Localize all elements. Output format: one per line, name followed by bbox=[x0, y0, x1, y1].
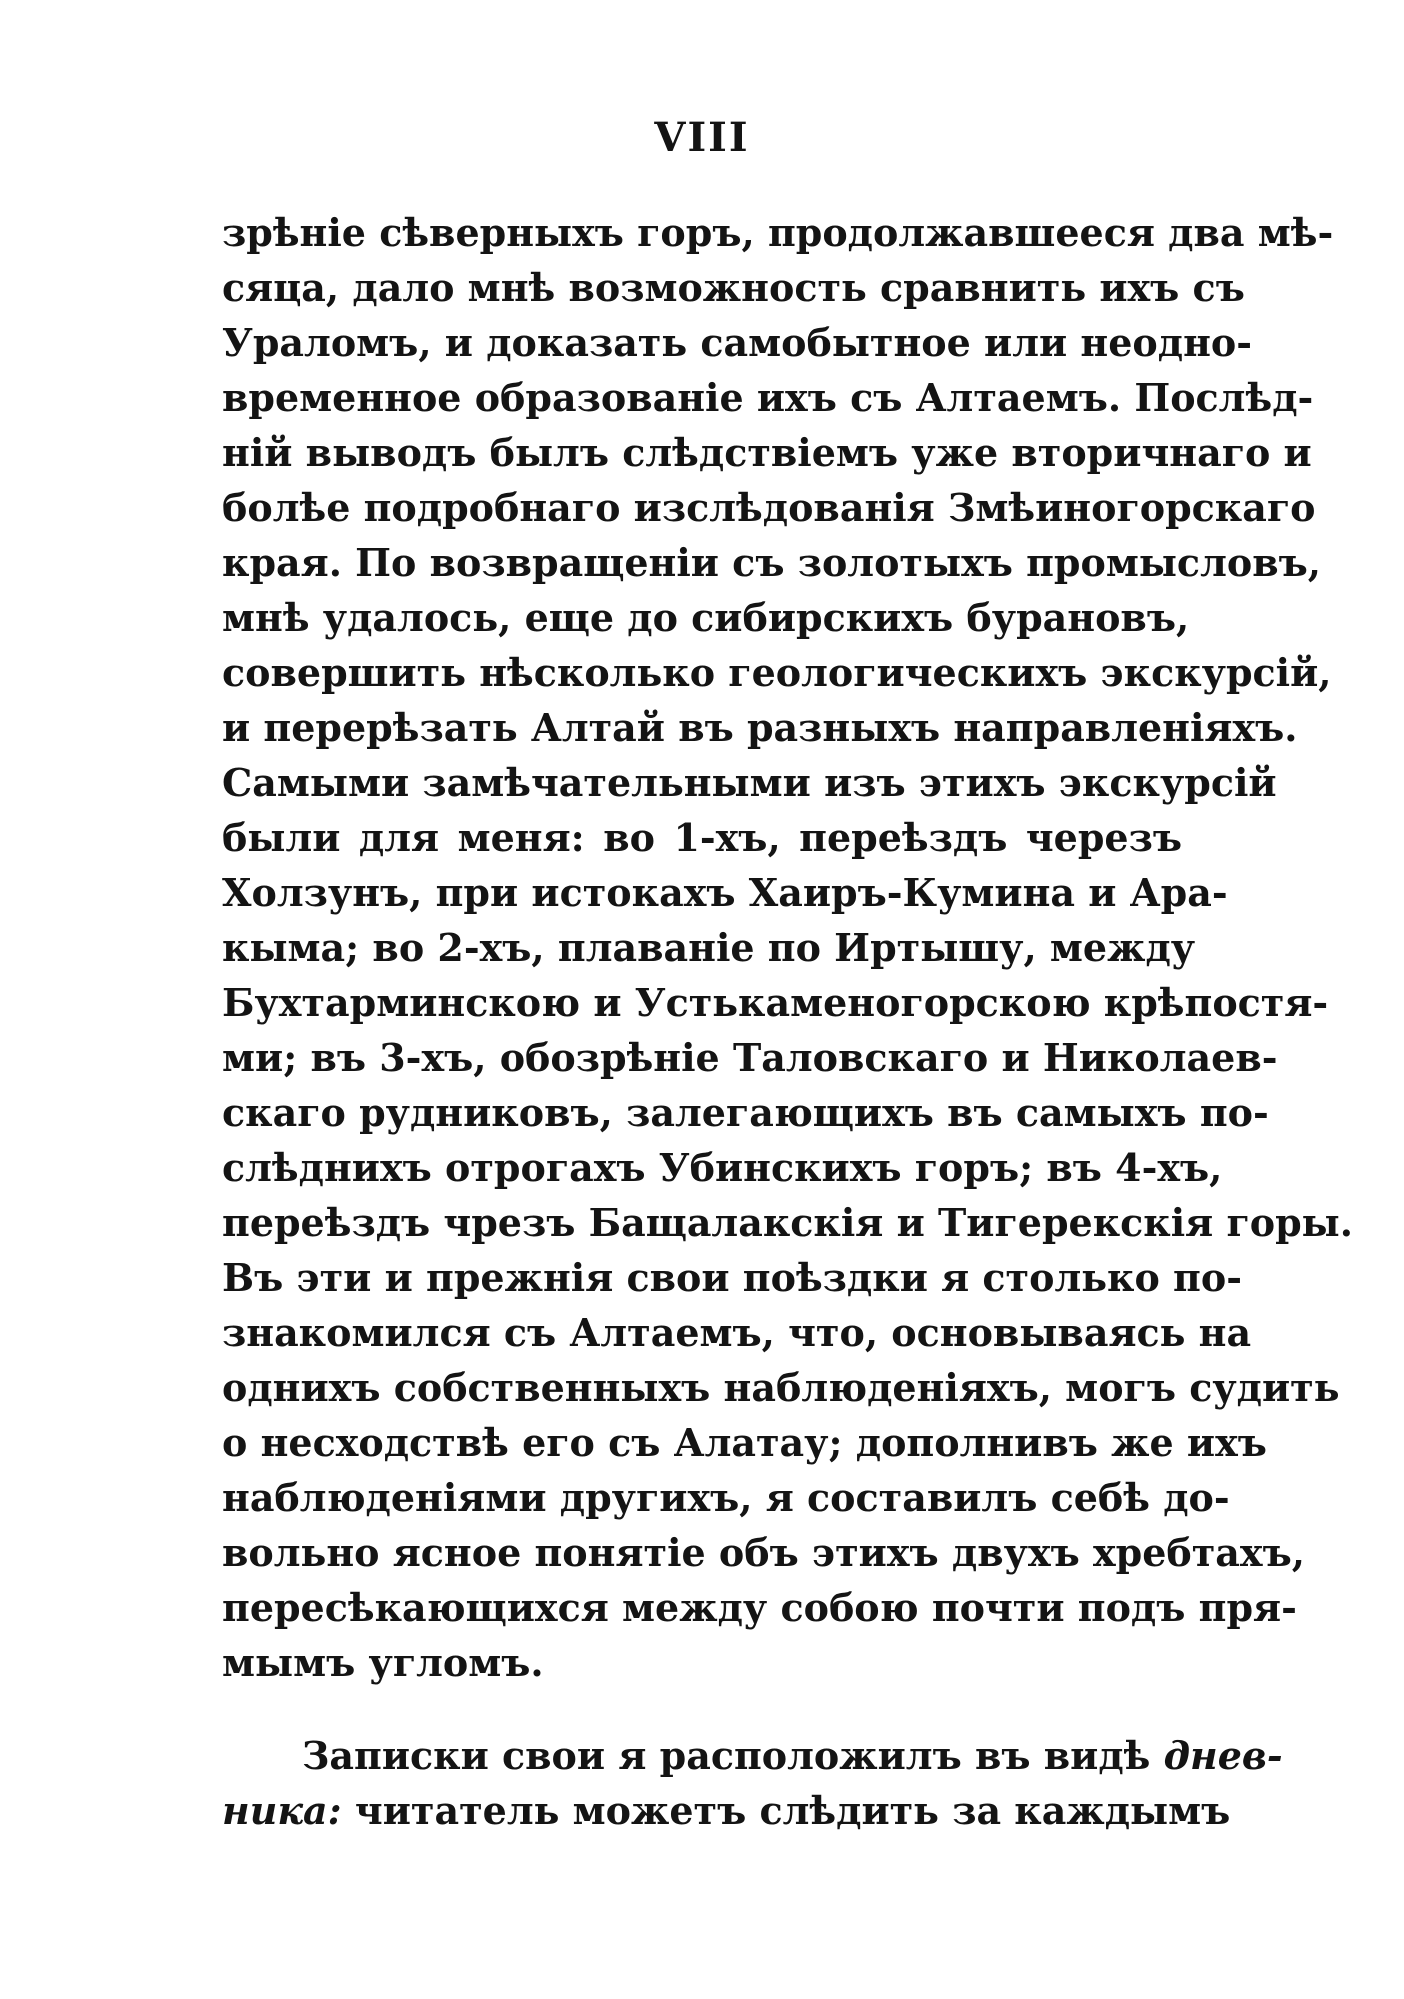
text-line: мымъ угломъ. bbox=[222, 1640, 544, 1685]
text-line: знакомился съ Алтаемъ, что, основываясь на bbox=[222, 1310, 1252, 1355]
text-line: Холзунъ, при истокахъ Хаиръ-Кумина и Ара- bbox=[222, 870, 1228, 915]
text-line: наблюденіями другихъ, я составилъ себѣ до- bbox=[222, 1475, 1230, 1520]
text-line bbox=[222, 1728, 1283, 1783]
text-line: Ураломъ, и доказать самобытное или неодно- bbox=[222, 320, 1253, 365]
text-line: переѣздъ чрезъ Бащалакскія и Тигерекскія горы. bbox=[222, 1200, 1353, 1245]
text-line: пересѣкающихся между собою почти подъ пря- bbox=[222, 1585, 1297, 1630]
text-line: временное образованіе ихъ съ Алтаемъ. Послѣд- bbox=[222, 375, 1314, 420]
text-line bbox=[222, 1783, 1231, 1838]
text-run: Записки свои я расположилъ въ видѣ bbox=[302, 1733, 1164, 1778]
text-line: были для меня: во 1-хъ, переѣздъ черезъ bbox=[222, 815, 1182, 860]
paragraph-1 bbox=[222, 205, 1353, 1690]
italic-word: ника: bbox=[222, 1788, 342, 1833]
text-line: Въ эти и прежнія свои поѣздки я столько по- bbox=[222, 1255, 1242, 1300]
text-line: болѣе подробнаго изслѣдованія Змѣиногорскаго bbox=[222, 485, 1316, 530]
text-line: кыма; во 2-хъ, плаваніе по Иртышу, между bbox=[222, 925, 1196, 970]
text-line: ній выводъ былъ слѣдствіемъ уже вторичнаго и bbox=[222, 430, 1312, 475]
text-line: однихъ собственныхъ наблюденіяхъ, могъ судить bbox=[222, 1365, 1340, 1410]
page-number: VIII bbox=[654, 114, 750, 161]
italic-word: днев- bbox=[1163, 1733, 1283, 1778]
text-line: вольно ясное понятіе объ этихъ двухъ хребтахъ, bbox=[222, 1530, 1305, 1575]
text-line: Бухтарминскою и Устькаменогорскою крѣпостя- bbox=[222, 980, 1329, 1025]
text-line: о несходствѣ его съ Алатау; дополнивъ же ихъ bbox=[222, 1420, 1267, 1465]
text-line: мнѣ удалось, еще до сибирскихъ бурановъ, bbox=[222, 595, 1190, 640]
text-line: зрѣніе сѣверныхъ горъ, продолжавшееся два мѣ- bbox=[222, 210, 1334, 255]
text-line: сяца, дало мнѣ возможность сравнить ихъ съ bbox=[222, 265, 1245, 310]
text-line: края. По возвращеніи съ золотыхъ промысловъ, bbox=[222, 540, 1321, 585]
text-line: ми; въ 3-хъ, обозрѣніе Таловскаго и Николаев- bbox=[222, 1035, 1278, 1080]
text-run: читатель можетъ слѣдить за каждымъ bbox=[341, 1788, 1231, 1833]
text-line: скаго рудниковъ, залегающихъ въ самыхъ по- bbox=[222, 1090, 1269, 1135]
text-line: совершить нѣсколько геологическихъ экскурсій, bbox=[222, 650, 1332, 695]
paragraph-2 bbox=[222, 1728, 1283, 1838]
text-line: слѣднихъ отрогахъ Убинскихъ горъ; въ 4-хъ, bbox=[222, 1145, 1223, 1190]
text-line: и перерѣзать Алтай въ разныхъ направленіяхъ. bbox=[222, 705, 1298, 750]
text-line: Самыми замѣчательными изъ этихъ экскурсій bbox=[222, 760, 1277, 805]
